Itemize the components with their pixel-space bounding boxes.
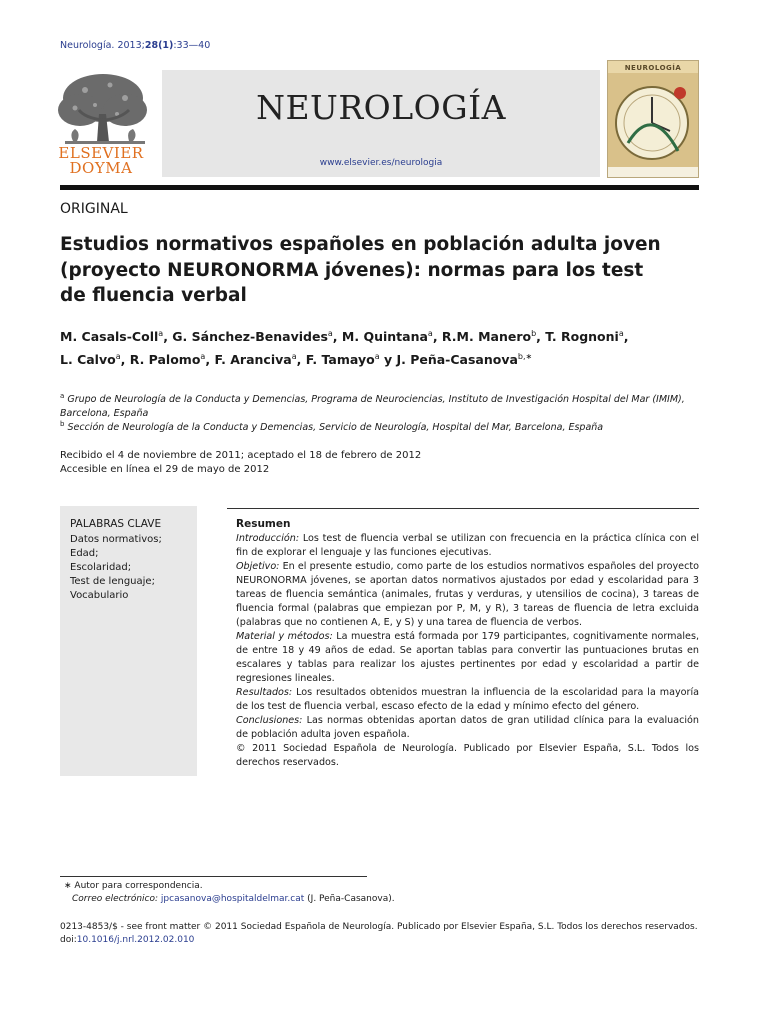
author-name: M. Quintana bbox=[341, 329, 428, 345]
keyword-item: Edad; bbox=[70, 548, 99, 559]
abstract-section-label: Resultados: bbox=[236, 687, 293, 698]
abstract-section-resultados bbox=[236, 686, 699, 714]
abstract-section-text: Las normas obtenidas aportan datos de gran utilidad clínica para la evaluación de población adulta joven española. bbox=[236, 715, 699, 740]
author-affiliation-mark[interactable]: a bbox=[291, 352, 297, 362]
journal-title: NEUROLOGÍA bbox=[256, 88, 506, 127]
keywords-list bbox=[70, 533, 162, 603]
article-dates bbox=[60, 449, 421, 477]
affiliation-b bbox=[60, 417, 700, 435]
keyword-item: Datos normativos; bbox=[70, 534, 162, 545]
author-affiliation-mark[interactable]: a bbox=[327, 329, 333, 338]
article-title bbox=[60, 232, 680, 309]
front-matter-text: 0213-4853/$ - see front matter © 2011 Sociedad Española de Neurología. Publicado por Elsevier España, S.L. Todos los derechos reservados. bbox=[60, 922, 698, 932]
abstract-section-text: Los test de fluencia verbal se utilizan con frecuencia en la práctica clínica con el fin de explorar el lenguaje y las funciones ejecutivas. bbox=[236, 533, 699, 558]
abstract-body bbox=[236, 532, 699, 770]
author-name: G. Sánchez-Benavides bbox=[172, 329, 328, 345]
author-name: M. Casals-Coll bbox=[60, 329, 159, 345]
author-affiliation-mark[interactable]: a bbox=[115, 352, 121, 362]
journal-cover-image bbox=[607, 60, 699, 178]
author-affiliation-mark[interactable]: b bbox=[531, 329, 537, 338]
publisher-name-line2: DOYMA bbox=[69, 159, 133, 177]
journal-citation bbox=[60, 40, 210, 51]
journal-url-link[interactable]: www.elsevier.es/neurologia bbox=[319, 158, 443, 168]
affiliation-mark: a bbox=[60, 392, 65, 400]
author-name: J. Peña-Casanova bbox=[396, 352, 518, 368]
author-name: L. Calvo bbox=[60, 352, 116, 368]
title-line: de fluencia verbal bbox=[60, 285, 247, 306]
abstract-section-label: Introducción: bbox=[236, 533, 300, 544]
abstract-section-text: Los resultados obtenidos muestran la influencia de la escolaridad para la mayoría de los test de fluencia verbal, escaso efecto de la edad y mínimo efecto del género. bbox=[236, 687, 699, 712]
header-rule bbox=[60, 185, 699, 190]
author-affiliation-mark[interactable]: a bbox=[158, 329, 164, 338]
author-affiliation-mark[interactable]: a bbox=[427, 329, 433, 338]
article-section-label: ORIGINAL bbox=[60, 201, 128, 217]
abstract-section-text: En el presente estudio, como parte de los estudios normativos españoles del proyecto NEURONORMA jóvenes, se aportan datos normativos ajustados por edad y escolaridad para 3 tareas de fluencia semántica (animales, frutas y verduras, y utensilios de cocina), 3 tareas de fluencia formal (palabras que empiezan por P, M, y R), 3 tareas de fluencia de letra excluida (palabras que no contienen A, E, y S) y una tarea de fluencia de verbos. bbox=[236, 561, 699, 628]
author-name: R.M. Manero bbox=[441, 329, 532, 345]
author-affiliation-mark[interactable]: a bbox=[200, 352, 206, 362]
keyword-item: Vocabulario bbox=[70, 590, 129, 601]
abstract-section-label: Objetivo: bbox=[236, 561, 280, 572]
author-name: F. Aranciva bbox=[214, 352, 292, 368]
author-affiliation-mark[interactable]: b,∗ bbox=[517, 352, 533, 362]
abstract-section-introduccion bbox=[236, 532, 699, 560]
keywords-heading: PALABRAS CLAVE bbox=[70, 518, 162, 530]
author-affiliation-mark[interactable]: a bbox=[618, 329, 624, 338]
cover-title: NEUROLOGÍA bbox=[624, 64, 682, 72]
abstract-section-label: Conclusiones: bbox=[236, 715, 303, 726]
footnote-corresponding: Autor para correspondencia. bbox=[74, 881, 203, 891]
citation-pages: :33—40 bbox=[173, 40, 211, 51]
abstract-section-label: Material y métodos: bbox=[236, 631, 333, 642]
footnote-email-label: Correo electrónico: bbox=[72, 894, 159, 904]
affiliation-text: Sección de Neurología de la Conducta y Demencias, Servicio de Neurología, Hospital del Mar, Barcelona, España bbox=[67, 422, 604, 434]
corresponding-author-footnote bbox=[64, 880, 395, 906]
footnote-email-link[interactable]: jpcasanova@hospitaldelmar.cat bbox=[160, 894, 305, 904]
footnote-star: ∗ bbox=[64, 881, 72, 891]
front-matter-block bbox=[60, 921, 698, 947]
citation-journal: Neurología. 2013; bbox=[60, 40, 145, 51]
publisher-name-line1: ELSEVIER bbox=[58, 144, 144, 162]
doi-link[interactable]: 10.1016/j.nrl.2012.02.010 bbox=[76, 935, 195, 945]
cover-clock-illustration bbox=[608, 73, 698, 177]
keyword-item: Test de lenguaje; bbox=[70, 576, 155, 587]
abstract-section-objetivo bbox=[236, 560, 699, 630]
abstract-section-text: La muestra está formada por 179 participantes, cognitivamente normales, de entre 18 y 49 años de edad. Se aportan tablas para convertir las puntuaciones brutas en escalares y tablas para realizar los ajustes pertinentes por edad y escolaridad a partir de regresiones lineales. bbox=[236, 631, 699, 684]
title-line: Estudios normativos españoles en población adulta joven bbox=[60, 234, 661, 255]
doi-label: doi: bbox=[60, 935, 77, 945]
publisher-logo-text bbox=[55, 146, 147, 176]
author-name: F. Tamayo bbox=[305, 352, 375, 368]
title-line: (proyecto NEURONORMA jóvenes): normas para los test bbox=[60, 259, 644, 281]
footnote-email-name: (J. Peña-Casanova). bbox=[307, 894, 395, 904]
received-date: Recibido el 4 de noviembre de 2011; aceptado el 18 de febrero de 2012 bbox=[60, 450, 422, 461]
author-list: M. Casals-Coll$^a$, G. Sánchez-Benavides$^a$, M. Quintana$^a$, R.M. Manero$^b$, T. Rognoni$^a$, L. Calvo$^a$, R. Palomo$^a$, F. Aranciva$^a$, F. Tamayo$^a$ y J. Peña-Casanova$^{b,∗}$ bbox=[60, 329, 629, 368]
author-name: T. Rognoni bbox=[545, 329, 619, 345]
author-affiliation-mark[interactable]: a bbox=[374, 352, 380, 362]
abstract-section-metodos bbox=[236, 630, 699, 686]
author-name: R. Palomo bbox=[129, 352, 201, 368]
footnote-rule bbox=[60, 876, 367, 877]
citation-volume: 28(1) bbox=[144, 40, 174, 51]
online-date: Accesible en línea el 29 de mayo de 2012 bbox=[60, 464, 270, 475]
abstract-section-conclusiones bbox=[236, 714, 699, 742]
affiliation-text: Grupo de Neurología de la Conducta y Demencias, Programa de Neurociencias, Instituto de Investigación Hospital del Mar (IMIM), Barcelona, España bbox=[60, 394, 685, 420]
abstract-heading: Resumen bbox=[236, 518, 291, 530]
abstract-rule bbox=[227, 508, 699, 509]
keyword-item: Escolaridad; bbox=[70, 562, 132, 573]
affiliation-mark: b bbox=[60, 420, 65, 428]
abstract-copyright: © 2011 Sociedad Española de Neurología. Publicado por Elsevier España, S.L. Todos los derechos reservados. bbox=[236, 743, 699, 768]
